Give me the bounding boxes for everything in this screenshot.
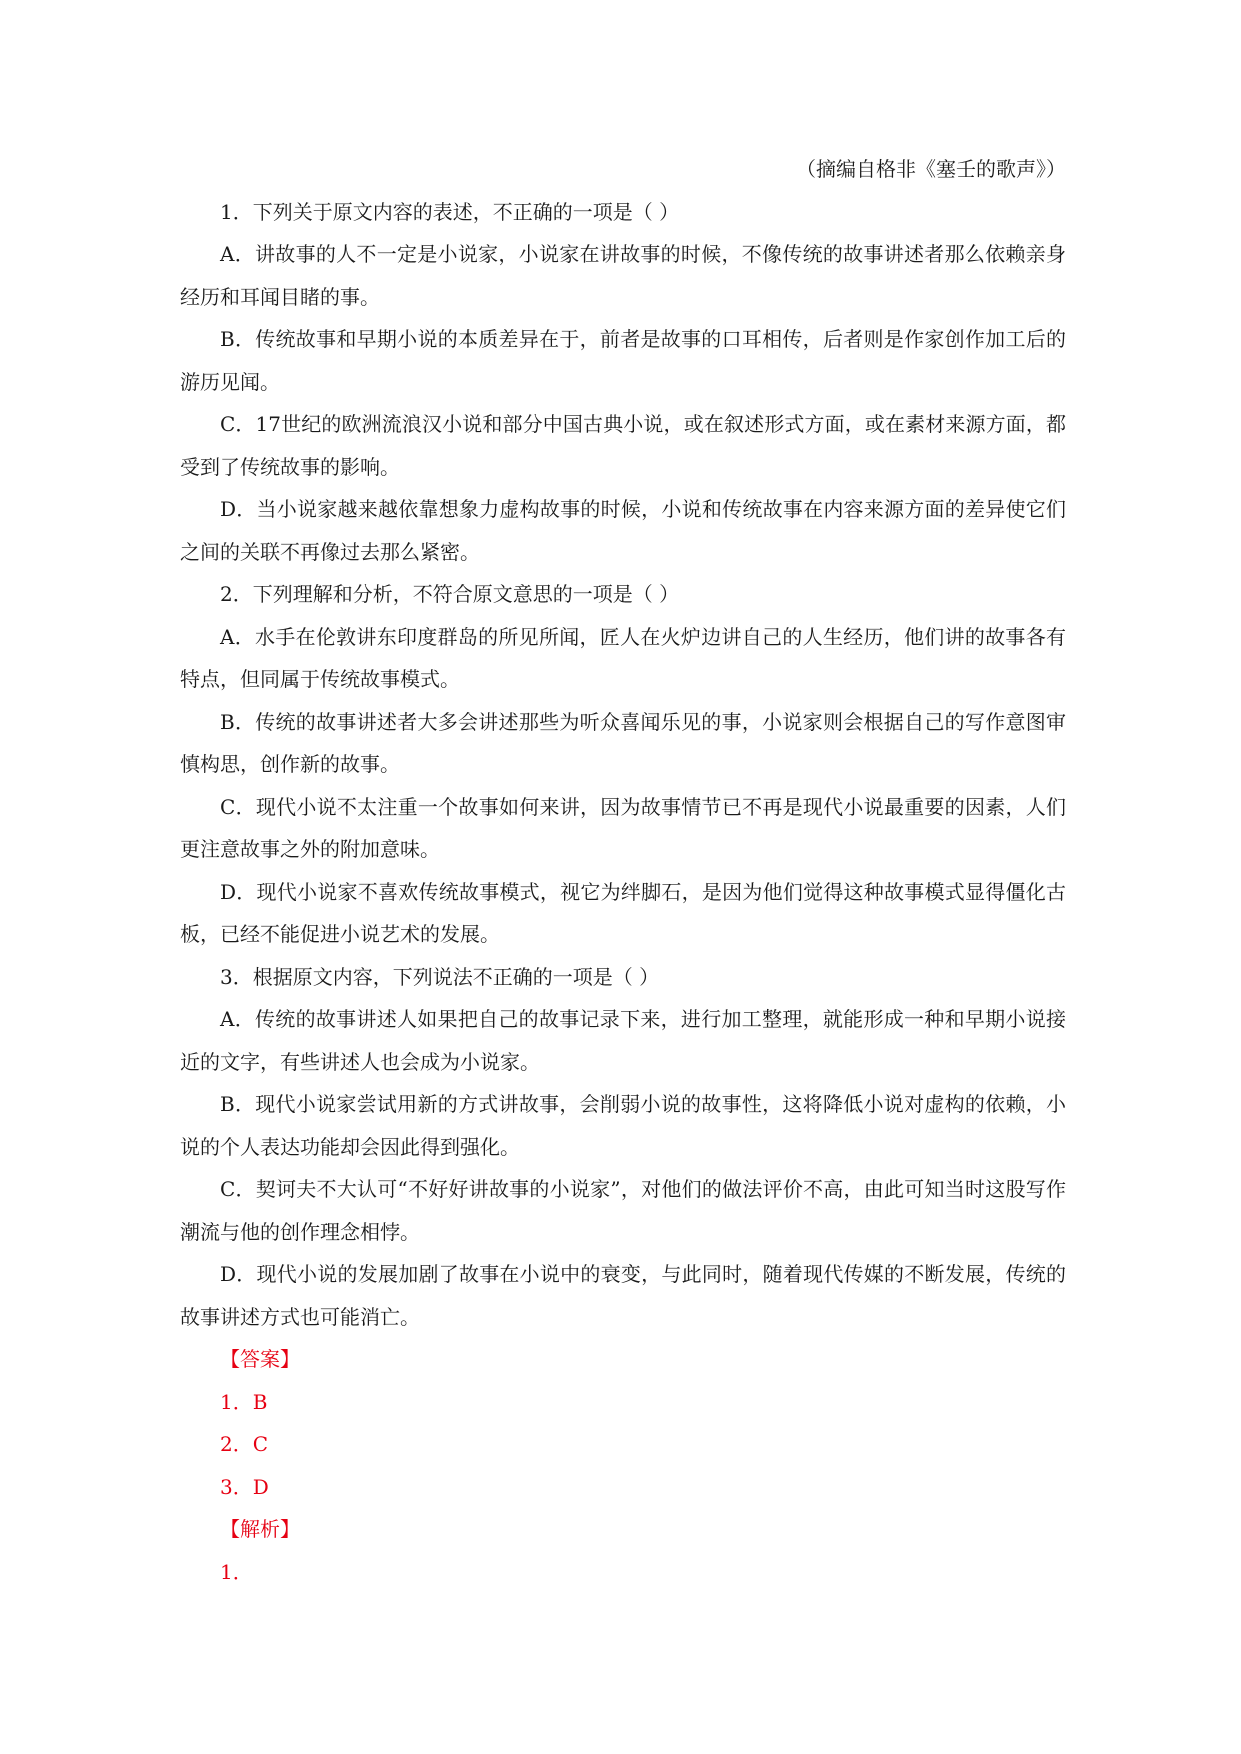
question-1-option-a: A．讲故事的人不一定是小说家，小说家在讲故事的时候，不像传统的故事讲述者那么依赖亲身经历和耳闻目睹的事。 — [180, 242, 1066, 309]
question-1-option-b: B．传统故事和早期小说的本质差异在于，前者是故事的口耳相传，后者则是作家创作加工后的游历见闻。 — [180, 327, 1066, 394]
question-1-stem: 1．下列关于原文内容的表述，不正确的一项是（ ） — [220, 199, 680, 224]
document-body — [180, 148, 1066, 1593]
question-3-option-d: D．现代小说的发展加剧了故事在小说中的衰变，与此同时，随着现代传媒的不断发展，传统的故事讲述方式也可能消亡。 — [180, 1262, 1066, 1329]
question-3-option-b: B．现代小说家尝试用新的方式讲故事，会削弱小说的故事性，这将降低小说对虚构的依赖，小说的个人表达功能却会因此得到强化。 — [180, 1092, 1066, 1159]
question-3-option-c: C．契诃夫不大认可“不好好讲故事的小说家”，对他们的做法评价不高，由此可知当时这股写作潮流与他的创作理念相悖。 — [180, 1177, 1066, 1244]
question-1-option-c: C．17世纪的欧洲流浪汉小说和部分中国古典小说，或在叙述形式方面，或在素材来源方面，都受到了传统故事的影响。 — [180, 412, 1066, 479]
answer-3: 3．D — [220, 1474, 269, 1499]
question-1-option-d: D．当小说家越来越依靠想象力虚构故事的时候，小说和传统故事在内容来源方面的差异使它们之间的关联不再像过去那么紧密。 — [180, 497, 1066, 564]
question-3-stem: 3．根据原文内容，下列说法不正确的一项是（ ） — [220, 964, 660, 989]
question-2-option-a: A．水手在伦敦讲东印度群岛的所见所闻，匠人在火炉边讲自己的人生经历，他们讲的故事各有特点，但同属于传统故事模式。 — [180, 624, 1066, 691]
analysis-item-1: 1． — [220, 1559, 253, 1584]
answer-1: 1．B — [220, 1389, 268, 1414]
question-2-stem: 2．下列理解和分析，不符合原文意思的一项是（ ） — [220, 582, 680, 606]
source-citation: （摘编自格非《塞壬的歌声》） — [796, 157, 1066, 181]
question-3-option-a: A．传统的故事讲述人如果把自己的故事记录下来，进行加工整理，就能形成一种和早期小说接近的文字，有些讲述人也会成为小说家。 — [180, 1007, 1066, 1074]
analysis-heading: 【解析】 — [220, 1517, 300, 1541]
answer-2: 2．C — [220, 1432, 269, 1456]
question-2-option-c: C．现代小说不太注重一个故事如何来讲，因为故事情节已不再是现代小说最重要的因素，人们更注意故事之外的附加意味。 — [180, 794, 1066, 861]
question-2-option-d: D．现代小说家不喜欢传统故事模式，视它为绊脚石，是因为他们觉得这种故事模式显得僵化古板，已经不能促进小说艺术的发展。 — [180, 879, 1066, 946]
question-2-option-b: B．传统的故事讲述者大多会讲述那些为听众喜闻乐见的事，小说家则会根据自己的写作意图审慎构思，创作新的故事。 — [180, 709, 1066, 776]
answer-heading: 【答案】 — [220, 1347, 300, 1371]
